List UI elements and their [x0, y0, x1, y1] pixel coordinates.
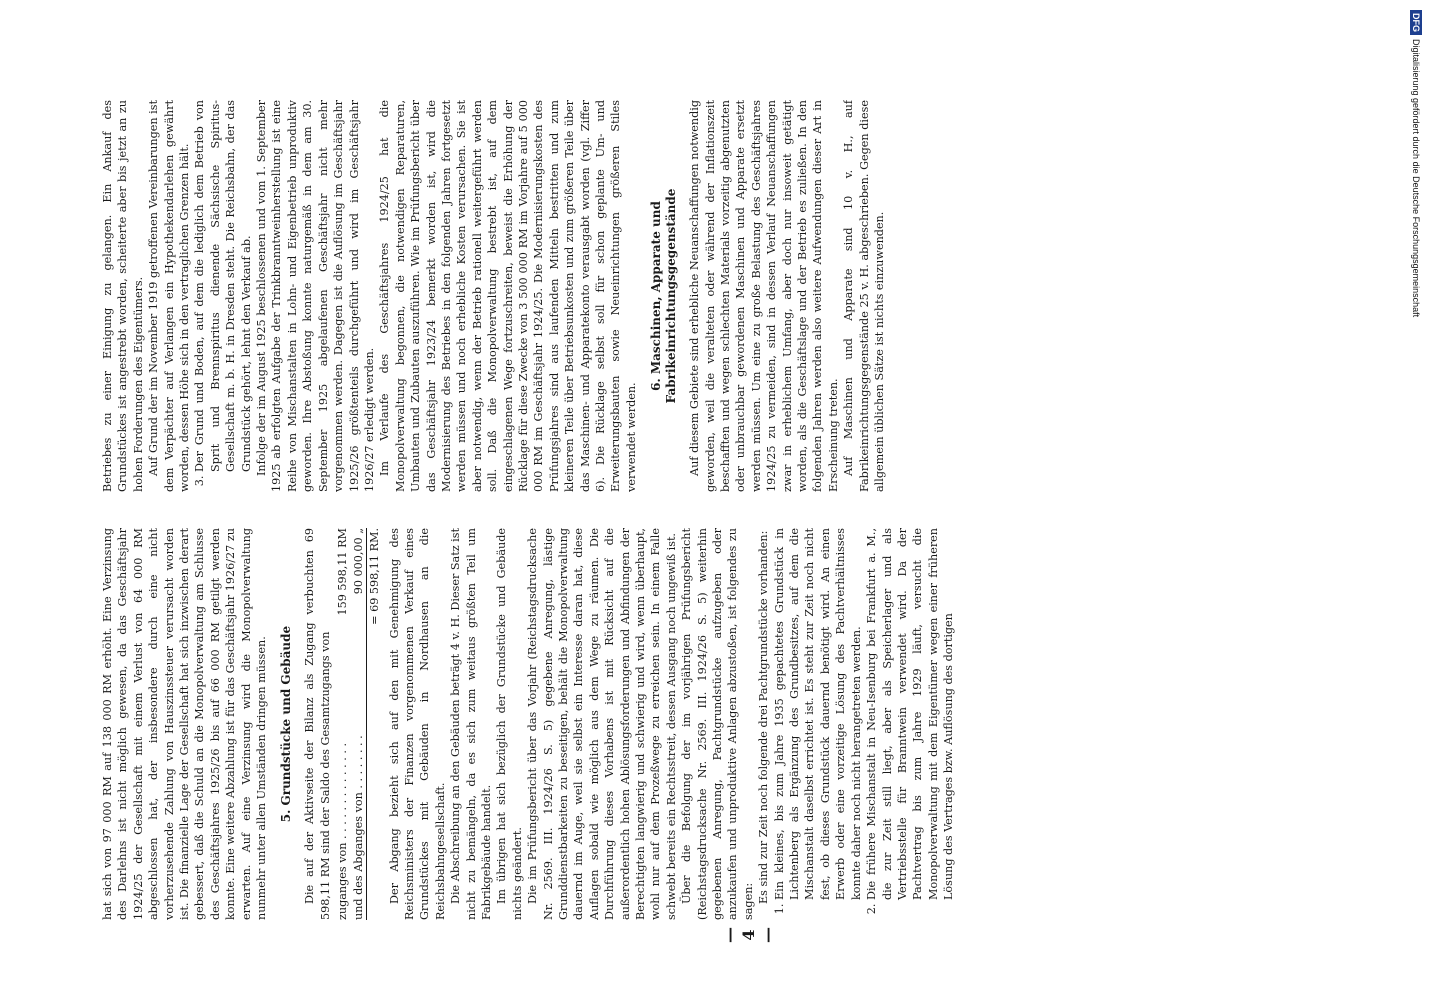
numbered-list — [192, 100, 254, 492]
sum-row — [335, 528, 350, 920]
paragraph: Auf Grund der im November 1919 getroffenen Vereinbarungen ist dem Verpächter auf Verlangen ein Hypothekendarlehen gewährt worden, dessen Höhe sich in den vertraglichen Grenzen hält. — [147, 100, 192, 492]
paragraph: Über die Befolgung der im vorjährigen Prüfungsbericht (Reichstagsdrucksache Nr. 2569. III. 1924/26 S. 5) weiterhin gegebenen Anregung, Pachtgrundstücke aufzugeben oder anzukaufen und unproduktive Anlagen abzustoßen, ist folgendes zu sagen: — [680, 528, 755, 920]
list-item: 3. Der Grund und Boden, auf dem die lediglich dem Betrieb von Sprit und Brennspiritus dienende Sächsische Spiritus-Gesellschaft m. b. H. in Dresden steht. Die Reichsbahn, der das Grundstück gehört, lehnt den Verkauf ab. — [192, 100, 254, 472]
paragraph: Im übrigen hat sich bezüglich der Grundstücke und Gebäude nichts geändert. — [495, 528, 524, 920]
sum-amount: 90 000,00 „ — [351, 528, 365, 595]
right-column — [100, 100, 1360, 492]
list-item: 2. Die frühere Mischanstalt in Neu-Isenburg bei Frankfurt a. M., die zur Zeit still liegt, aber als Speicherlager und als Vertriebsstelle für Branntwein verwendet wird. Da der Pachtvertrag bis zum Jahre 1929 läuft, versucht die Monopolverwaltung mit dem Eigentümer wegen einer früheren Lösung des Vertrages bzw. Auflösung des dortigen — [864, 528, 956, 900]
paragraph: Der Abgang bezieht sich auf den mit Genehmigung des Reichsministers der Finanzen vorgenommenen Verkauf eines Grundstückes mit Gebäuden in Nordhausen an die Reichsbahngesellschaft. — [387, 528, 447, 920]
section-heading: 6. Maschinen, Apparate und Fabrikeinrichtungsgegenstände — [649, 188, 679, 404]
paragraph: hat sich von 97 000 RM auf 138 000 RM erhöht. Eine Verzinsung des Darlehns ist nicht möglich gewesen, da das Geschäftsjahr 1924/25 der Gesellschaft mit einem Verlust von 64 000 RM abgeschlossen hat, der insbesondere durch eine nicht vorherzusehende Zahlung von Hauszinssteuer verursacht worden ist. Die finanzielle Lage der Gesellschaft hat sich inzwischen derart gebessert, daß die Schuld an die Monopolverwaltung am Schlusse des Geschäftsjahres 1925/26 bis auf 66 000 RM getilgt werden konnte. Eine weitere Abzahlung ist für das Geschäftsjahr 1926/27 zu erwarten. Auf eine Verzinsung wird die Monopolverwaltung nunmehr unter allen Umständen dringen müssen. — [101, 528, 269, 920]
sum-label: zuganges von . . . . . . . . . . . . . . — [336, 742, 350, 920]
paragraph: Auf Maschinen und Apparate sind 10 v. H., auf Fabrikeinrichtungsgegenstände 25 v. H. abgeschrieben. Gegen diese allgemein üblichen Sätze ist nichts einzuwenden. — [842, 100, 887, 492]
paragraph: Auf diesem Gebiete sind erhebliche Neuanschaffungen notwendig geworden, weil die veralteten oder während der Inflationszeit beschafften und wegen schlechten Materials vorzeitig abgenutzten oder unbrauchbar gewordenen Maschinen und Apparate ersetzt werden müssen. Um eine zu große Belastung des Geschäftsjahres 1924/25 zu vermeiden, sind in dessen Verlauf Neuanschaffungen zwar in erheblichem Umfang, aber doch nur insoweit getätigt worden, als die Geschäftslage und der Betrieb es zuließen. In den folgenden Jahren werden also weitere Aufwendungen dieser Art in Erscheinung treten. — [688, 100, 840, 492]
sum-total-row — [367, 528, 383, 920]
left-column — [100, 528, 1360, 920]
paragraph: Infolge der im August 1925 beschlossenen und vom 1. September 1925 ab erfolgten Aufgabe der Trinkbranntweinherstellung ist eine Reihe von Mischanstalten in Lohn- und Eigenbetrieb unproduktiv geworden. Ihre Abstoßung konnte naturgemäß in dem am 30. September 1925 abgelaufenen Geschäftsjahr nicht mehr vorgenommen werden. Dagegen ist die Auflösung im Geschäftsjahr 1925/26 größtenteils durchgeführt und wird im Geschäftsjahr 1926/27 erledigt werden. — [255, 100, 376, 492]
paragraph: Im Verlaufe des Geschäftsjahres 1924/25 hat die Monopolverwaltung begonnen, die notwendigen Reparaturen, Umbauten und Zubauten auszuführen. Wie im Prüfungsbericht über das Geschäftsjahr 1923/24 bemerkt worden ist, wird die Modernisierung des Betriebes in den folgenden Jahren fortgesetzt werden müssen und noch erhebliche Kosten verursachen. Sie ist aber notwendig, wenn der Betrieb rationell weitergeführt werden soll. Daß die Monopolverwaltung bestrebt ist, auf dem eingeschlagenen Wege fortzuschreiten, beweist die Erhöhung der Rücklage für diese Zwecke von 3 500 000 RM im Vorjahre auf 5 000 000 RM im Geschäftsjahr 1924/25. Die Modernisierungskosten des Prüfungsjahres sind aus laufenden Mitteln bestritten und zum kleineren Teile über Betriebsunkosten und zum größeren Teile über das Maschinen- und Apparatekonto verausgabt worden (vgl. Ziffer 6). Die Rücklage selbst soll für schon geplante Um- und Erweiterungsbauten sowie Neueinrichtungen größeren Stiles verwendet werden. — [378, 100, 638, 492]
sum-table — [335, 528, 382, 920]
sum-row — [351, 528, 367, 920]
dfg-logo: DFG — [1410, 10, 1422, 35]
numbered-list — [772, 528, 957, 920]
text-columns — [100, 100, 1400, 920]
list-item: 1. Ein kleines, bis zum Jahre 1935 gepachtetes Grundstück in Lichtenberg als Ergänzung des Grundbesitzes, auf dem die Mischanstalt daselbst errichtet ist. Es steht zur Zeit noch nicht fest, ob dieses Grundstück dauernd benötigt wird. An einen Erwerb oder eine vorzeitige Lösung des Pachtverhältnisses konnte daher noch nicht herangetreten werden. — [772, 528, 864, 900]
credit-text: Digitalisierung gefördert durch die Deutsche Forschungsgemeinschaft — [1411, 39, 1421, 318]
rotated-page-content — [100, 100, 1400, 943]
paragraph: Es sind zur Zeit noch folgende drei Pachtgrundstücke vorhanden: — [757, 530, 771, 904]
page-number: — 4 — — [720, 927, 777, 943]
section-heading: 5. Grundstücke und Gebäude — [279, 625, 294, 823]
digitization-credit — [1410, 10, 1422, 990]
paragraph: Die Abschreibung an den Gebäuden beträgt 4 v. H. Dieser Satz ist nicht zu bemängeln, da es sich zum weitaus größten Teil um Fabrikgebäude handelt. — [449, 528, 493, 920]
sum-amount: 159 598,11 RM — [336, 528, 350, 616]
paragraph: Die im Prüfungsbericht über das Vorjahr (Reichstagsdrucksache Nr. 2569. III. 1924/26 S. 5) gegebene Anregung, lästige Grunddienstbarkeiten zu beseitigen, behält die Monopolverwaltung dauernd im Auge, weil sie selbst ein Interesse daran hat, diese Auflagen sobald wie möglich aus dem Wege zu räumen. Die Durchführung dieses Vorhabens ist mit Rücksicht auf die außerordentlich hohen Ablösungsforderungen und Abfindungen der Berechtigten langwierig und schwierig und wird, wenn überhaupt, wohl nur auf dem Prozeßwege zu erreichen sein. In einem Falle schwebt bereits ein Rechtsstreit, dessen Ausgang noch ungewiß ist. — [526, 528, 678, 920]
sum-total: = 69 598,11 RM. — [367, 528, 383, 648]
sum-label: und des Abganges von . . . . . . . . — [351, 735, 365, 920]
paragraph: Betriebes zu einer Einigung zu gelangen. Ein Ankauf des Grundstückes ist angestrebt worden, scheiterte aber bis jetzt an zu hohen Forderungen des Eigentümers. — [101, 100, 145, 492]
paragraph: Die auf der Aktivseite der Bilanz als Zugang verbuchten 69 598,11 RM sind der Saldo des Gesamtzugangs von — [303, 528, 332, 920]
